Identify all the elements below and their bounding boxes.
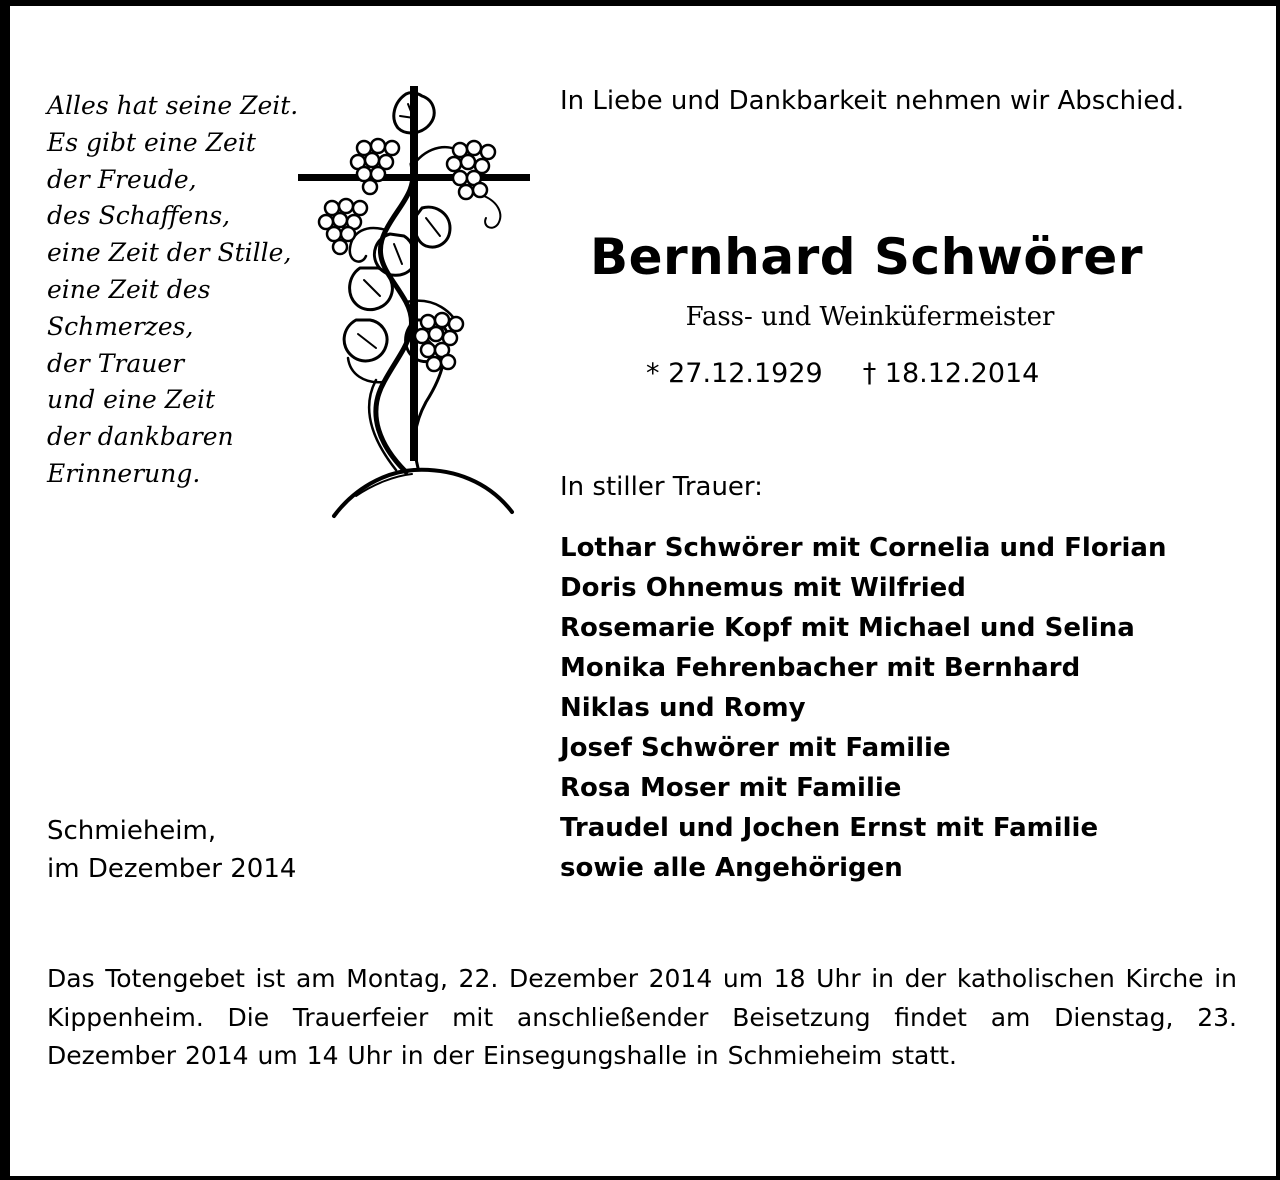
poem-line: eine Zeit der Stille, xyxy=(47,238,292,268)
mourner-entry: Rosemarie Kopf mit Michael und Selina xyxy=(560,613,1135,643)
mourners-list xyxy=(560,528,1166,888)
poem-line: Es gibt eine Zeit xyxy=(47,127,256,157)
poem-line: eine Zeit des xyxy=(47,274,211,304)
life-dates xyxy=(646,358,1106,389)
place-date: im Dezember 2014 xyxy=(47,854,297,884)
mourner-entry: Niklas und Romy xyxy=(560,693,806,723)
mourner-entry: Traudel und Jochen Ernst mit Familie xyxy=(560,813,1099,843)
mourner-entry: Josef Schwörer mit Familie xyxy=(560,733,951,763)
poem-line: des Schaffens, xyxy=(47,201,231,231)
poem-line: der dankbaren xyxy=(47,422,234,452)
poem-line: der Freude, xyxy=(47,164,197,194)
place-and-date xyxy=(47,812,296,888)
poem-line: der Trauer xyxy=(47,348,185,378)
poem-line: und eine Zeit xyxy=(47,385,215,415)
deceased-name: Bernhard Schwörer xyxy=(590,228,1143,286)
deceased-profession: Fass- und Weinküfermeister xyxy=(685,302,1055,332)
farewell-line: In Liebe und Dankbarkeit nehmen wir Abschied. xyxy=(560,86,1185,116)
poem-line: Alles hat seine Zeit. xyxy=(47,91,299,120)
poem-line: Schmerzes, xyxy=(47,311,194,341)
mourner-entry: sowie alle Angehörigen xyxy=(560,853,903,883)
birth-date: * 27.12.1929 xyxy=(646,358,823,389)
place-town: Schmieheim, xyxy=(47,816,217,846)
poem-line: Erinnerung. xyxy=(47,458,201,488)
mourner-entry: Lothar Schwörer mit Cornelia und Florian xyxy=(560,533,1167,563)
mourner-entry: Doris Ohnemus mit Wilfried xyxy=(560,573,966,603)
poem xyxy=(47,88,298,493)
cross-with-grapevine-icon xyxy=(294,84,534,524)
death-date: † 18.12.2014 xyxy=(862,358,1040,389)
funeral-notice: Das Totengebet ist am Montag, 22. Dezember 2014 um 18 Uhr in der katholischen Kirche in Kippenheim. Die Trauerfeier mit anschließender Beisetzung findet am Dienstag, 23. Dezember 2014 um 14 Uhr in der Einsegungshalle in Schmieheim statt. xyxy=(47,964,1237,1070)
mourner-entry: Rosa Moser mit Familie xyxy=(560,773,902,803)
mourner-entry: Monika Fehrenbacher mit Bernhard xyxy=(560,653,1081,683)
mourning-label: In stiller Trauer: xyxy=(560,472,763,502)
